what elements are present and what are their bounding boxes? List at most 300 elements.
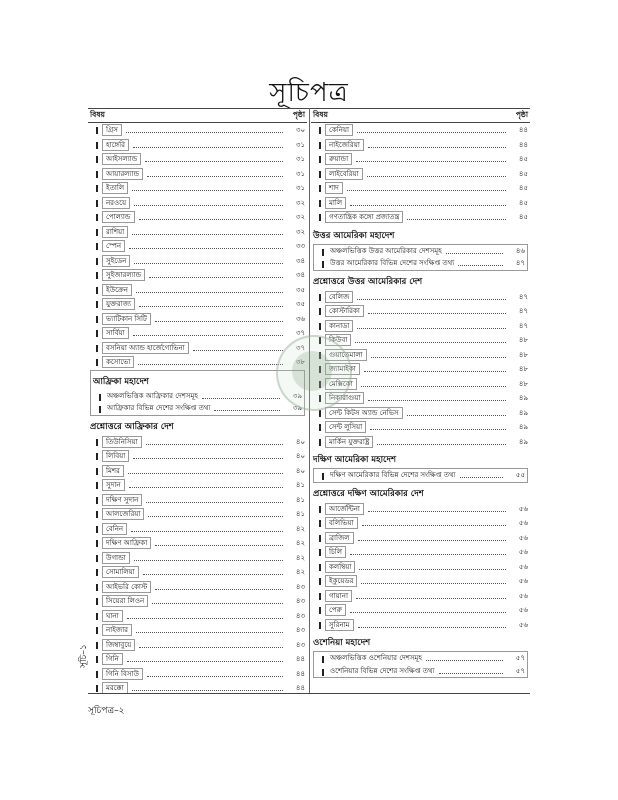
dot-leader (129, 486, 283, 488)
entry-label: মরক্কো (102, 682, 128, 694)
toc-entry (311, 181, 530, 196)
entry-page-number: ৫৭ (515, 654, 525, 663)
entry-page-number: ৩১ (295, 155, 305, 164)
toc-entry (88, 283, 307, 298)
toc-entry (91, 402, 304, 415)
toc-entry (88, 435, 307, 450)
entry-page-number: ৩১ (295, 140, 305, 149)
entry-label: স্পেন (102, 240, 125, 252)
entry-page-number: ৩৩ (295, 242, 305, 251)
toc-entry (88, 312, 307, 327)
left-column (88, 108, 307, 696)
dot-leader (155, 588, 283, 590)
left-header (88, 108, 307, 123)
entry-label: সেন্ট লুসিয়া (325, 421, 366, 433)
entry-page-number: ৫৬ (518, 562, 528, 571)
dot-leader (362, 524, 507, 526)
entry-label: সেন্ট কিটস অ্যান্ড নেভিস (325, 407, 403, 419)
toc-entry (88, 522, 307, 537)
dot-leader (139, 218, 284, 220)
entry-page-number: ৫৬ (518, 504, 528, 513)
toc-entry (88, 478, 307, 493)
toc-entry (88, 565, 307, 580)
bullet-bar-icon (319, 185, 321, 192)
bullet-bar-icon (96, 453, 98, 460)
entry-page-number: ৩৭ (295, 329, 305, 338)
entry-page-number: ৪০ (295, 466, 305, 475)
bullet-bar-icon (96, 584, 98, 591)
dot-leader (134, 262, 283, 264)
toc-entry (311, 319, 530, 334)
bullet-bar-icon (96, 685, 98, 692)
entry-page-number: ৩৫ (295, 300, 305, 309)
entry-label: পেরু (325, 604, 346, 616)
entry-page-number: ৩১ (295, 184, 305, 193)
dot-leader (357, 131, 506, 133)
entry-page-number: ৪৫ (518, 155, 528, 164)
bullet-bar-icon (319, 506, 321, 513)
entry-label: আইসল্যান্ড (102, 153, 141, 165)
entry-label: চিলি (325, 546, 346, 558)
entry-page-number: ৩৮ (295, 358, 305, 367)
dot-leader (367, 175, 506, 177)
entry-page-number: ৪৪ (295, 669, 305, 678)
bullet-bar-icon (319, 308, 321, 315)
entry-page-number: ৫৭ (515, 666, 525, 675)
entry-page-number: ৪৯ (518, 408, 528, 417)
toc-entry (88, 152, 307, 167)
entry-label: বেনিন (102, 523, 127, 535)
dot-leader (136, 291, 283, 293)
bullet-bar-icon (96, 642, 98, 649)
bullet-bar-icon (96, 526, 98, 533)
header-page: পৃষ্ঠা (515, 110, 528, 119)
entry-label: লিবিয়া (102, 450, 129, 462)
bullet-bar-icon (319, 520, 321, 527)
bullet-bar-icon (96, 345, 98, 352)
bullet-bar-icon (96, 656, 98, 663)
entry-page-number: ৪৮ (518, 336, 528, 345)
entry-page-number: ৪৪ (518, 140, 528, 149)
bullet-bar-icon (96, 598, 98, 605)
toc-entry (88, 594, 307, 609)
list (88, 123, 307, 370)
entry-page-number: ৪৫ (518, 169, 528, 178)
bullet-bar-icon (319, 578, 321, 585)
section-heading: প্রশ্নোত্তরে উত্তর আমেরিকার দেশ (313, 276, 423, 287)
toc-entry (311, 435, 530, 450)
toc-entry (88, 123, 307, 138)
dot-leader (155, 320, 283, 322)
dot-leader (350, 204, 506, 206)
entry-page-number: ৪৮ (518, 365, 528, 374)
bullet-bar-icon (319, 171, 321, 178)
dot-leader (133, 334, 283, 336)
dot-leader (446, 252, 503, 254)
dot-leader (368, 399, 506, 401)
bullet-bar-icon (96, 627, 98, 634)
entry-page-number: ৩০ (295, 126, 305, 135)
toc-entry (311, 406, 530, 421)
section-heading: আফ্রিকা মহাদেশ (93, 376, 149, 387)
list (314, 245, 527, 270)
dot-leader (148, 515, 283, 517)
entry-page-number: ৩৯ (292, 391, 302, 400)
bullet-bar-icon (96, 171, 98, 178)
dot-leader (371, 356, 506, 358)
entry-label: দক্ষিণ সুদান (102, 494, 142, 506)
bullet-bar-icon (96, 482, 98, 489)
entry-page-number: ৩৬ (295, 314, 305, 323)
toc-entry (314, 257, 527, 270)
list (314, 469, 527, 482)
dot-leader (359, 568, 506, 570)
dot-leader (147, 675, 283, 677)
entry-page-number: ৪৩ (295, 611, 305, 620)
bullet-bar-icon (319, 127, 321, 134)
bullet-bar-icon (319, 549, 321, 556)
entry-page-number: ৪৫ (518, 198, 528, 207)
entry-label: নরওয়ে (102, 197, 130, 209)
entry-label: ইকুয়েডর (325, 575, 357, 587)
entry-label: মেক্সিকো (325, 378, 357, 390)
bullet-bar-icon (319, 200, 321, 207)
entry-page-number: ৫৫ (515, 471, 525, 480)
toc-entry (88, 536, 307, 551)
dot-leader (145, 160, 283, 162)
dot-leader (377, 443, 506, 445)
entry-page-number: ৪৯ (518, 437, 528, 446)
bullet-bar-icon (96, 613, 98, 620)
bullet-bar-icon (319, 294, 321, 301)
entry-label: সিয়েরা লিওন (102, 595, 148, 607)
dot-leader (361, 385, 506, 387)
dot-leader (355, 341, 506, 343)
bullet-bar-icon (96, 272, 98, 279)
dot-leader (356, 597, 506, 599)
bullet-bar-icon (96, 671, 98, 678)
entry-page-number: ৪৩ (295, 597, 305, 606)
toc-entry (314, 652, 527, 665)
section-heading: ওশেনিয়া মহাদেশ (313, 638, 371, 648)
toc-entry (311, 531, 530, 546)
dot-leader (134, 559, 283, 561)
entry-label: গায়ানা (325, 590, 352, 602)
toc-entry (88, 623, 307, 638)
dot-leader (139, 646, 283, 648)
entry-label: নিকারাগুয়া (325, 392, 364, 404)
section-heading: প্রশ্নোত্তরে দক্ষিণ আমেরিকার দেশ (313, 488, 424, 499)
toc-entry (314, 469, 527, 482)
entry-page-number: ৪৫ (518, 213, 528, 222)
toc-entry (311, 560, 530, 575)
section-oc-box (313, 651, 528, 678)
dot-leader (350, 611, 506, 613)
dot-leader (127, 617, 283, 619)
header-subject: বিষয় (313, 110, 328, 119)
entry-page-number: ৪৭ (518, 321, 528, 330)
entry-label: দক্ষিণ আফ্রিকা (102, 537, 151, 549)
dot-leader (134, 204, 283, 206)
entry-label: বসনিয়া অ্যান্ড হার্জেগোভিনা (102, 342, 189, 354)
toc-entry (88, 196, 307, 211)
toc-entry (311, 290, 530, 305)
bullet-bar-icon (322, 669, 324, 676)
seal-center (292, 351, 332, 391)
toc-entry (88, 138, 307, 153)
bullet-bar-icon (96, 555, 98, 562)
toc-entry (311, 603, 530, 618)
bullet-bar-icon (96, 439, 98, 446)
section-heading: দক্ষিণ আমেরিকা মহাদেশ (313, 455, 396, 465)
toc-entry (88, 181, 307, 196)
entry-label: মিশর (102, 465, 124, 477)
bullet-bar-icon (319, 424, 321, 431)
entry-page-number: ৪৯ (518, 423, 528, 432)
dot-leader (132, 233, 283, 235)
entry-page-number: ৪৮ (518, 379, 528, 388)
entry-label: ভ্যাটিকান সিটি (102, 313, 151, 325)
toc-entry (88, 609, 307, 624)
entry-label: উত্তর আমেরিকার বিভিন্ন দেশের সংক্ষিপ্ত তথ্য (330, 259, 455, 268)
bullet-bar-icon (96, 511, 98, 518)
dot-leader (458, 264, 503, 266)
bullet-bar-icon (96, 142, 98, 149)
entry-page-number: ৫৬ (518, 519, 528, 528)
bottom-rule (88, 693, 530, 694)
entry-label: কানাডা (325, 320, 353, 332)
dot-leader (139, 305, 283, 307)
entry-page-number: ৪৪ (295, 655, 305, 664)
toc-entry (311, 618, 530, 633)
bullet-bar-icon (319, 593, 321, 600)
toc-entry (311, 304, 530, 319)
entry-label: সুদান (102, 479, 125, 491)
entry-label: কেনিয়া (325, 124, 353, 136)
entry-page-number: ৪০ (295, 437, 305, 446)
dot-leader (426, 659, 503, 661)
entry-label: তিউনিসিয়া (102, 436, 142, 448)
entry-label: মার্কিন যুক্তরাষ্ট্র (325, 436, 373, 448)
entry-label: শাদ (325, 182, 343, 194)
entry-page-number: ৪২ (295, 568, 305, 577)
entry-page-number: ৫৬ (518, 533, 528, 542)
bullet-bar-icon (319, 142, 321, 149)
bullet-bar-icon (322, 473, 324, 480)
toc-entry (88, 239, 307, 254)
dot-leader (155, 544, 283, 546)
toc-entry (88, 167, 307, 182)
bullet-bar-icon (96, 569, 98, 576)
entry-page-number: ৩২ (295, 227, 305, 236)
bullet-bar-icon (319, 156, 321, 163)
side-note: সূচি–১ (79, 644, 89, 668)
dot-leader (128, 472, 283, 474)
entry-label: ইতালি (102, 182, 128, 194)
toc-entry (88, 507, 307, 522)
entry-label: অঞ্চলভিত্তিক ওশেনিয়ার দেশসমূহ (330, 654, 423, 663)
entry-page-number: ৫৬ (518, 577, 528, 586)
entry-label: রুয়ান্ডা (325, 153, 352, 165)
toc-entry (311, 516, 530, 531)
entry-page-number: ৫৬ (518, 548, 528, 557)
entry-label: কসোভো (102, 356, 134, 368)
toc-entry (311, 138, 530, 153)
header-subject: বিষয় (90, 110, 105, 119)
entry-label: দক্ষিণ আমেরিকার বিভিন্ন দেশের সংক্ষিপ্ত তথ্য (330, 471, 456, 480)
bullet-bar-icon (319, 323, 321, 330)
entry-label: গ্রিস (102, 124, 122, 136)
dot-leader (347, 189, 506, 191)
entry-page-number: ৩২ (295, 198, 305, 207)
dot-leader (149, 276, 283, 278)
entry-page-number: ৪৮ (518, 350, 528, 359)
entry-label: মালি (325, 197, 346, 209)
dot-leader (368, 146, 506, 148)
toc-entry (314, 245, 527, 258)
entry-page-number: ৩৭ (295, 343, 305, 352)
bullet-bar-icon (96, 185, 98, 192)
entry-label: অঞ্চলভিত্তিক উত্তর আমেরিকার দেশসমূহ (330, 246, 442, 255)
entry-label: সুইডেন (102, 255, 130, 267)
section-na-box (313, 244, 528, 271)
dot-leader (407, 414, 506, 416)
page-footer: সূচিপত্র–২ (88, 706, 125, 716)
toc-entry (88, 449, 307, 464)
section-heading: উত্তর আমেরিকা মহাদেশ (313, 230, 395, 241)
entry-label: যুক্তরাজ্য (102, 298, 135, 310)
entry-page-number: ৪৪ (518, 126, 528, 135)
dot-leader (357, 298, 506, 300)
dot-leader (152, 602, 283, 604)
entry-label: অঞ্চলভিত্তিক আফ্রিকার দেশসমূহ (107, 391, 199, 400)
entry-label: কলম্বিয়া (325, 561, 355, 573)
bullet-bar-icon (319, 607, 321, 614)
entry-label: জিম্বাবুয়ে (102, 639, 135, 651)
right-header (311, 108, 530, 123)
toc-entry (88, 254, 307, 269)
entry-label: রাশিয়া (102, 226, 128, 238)
dot-leader (132, 189, 283, 191)
bullet-bar-icon (96, 540, 98, 547)
entry-page-number: ৪২ (295, 553, 305, 562)
toc-entry (88, 652, 307, 667)
dot-leader (129, 247, 283, 249)
entry-label: বলিভিয়া (325, 517, 358, 529)
bullet-bar-icon (96, 229, 98, 236)
entry-label: সোমালিয়া (102, 566, 139, 578)
entry-label: উগান্ডা (102, 552, 130, 564)
bullet-bar-icon (322, 656, 324, 663)
entry-label: কোস্টারিকা (325, 305, 364, 317)
bullet-bar-icon (319, 214, 321, 221)
entry-page-number: ৪৩ (295, 582, 305, 591)
entry-label: ব্রাজিল (325, 532, 354, 544)
dot-leader (136, 631, 283, 633)
entry-page-number: ৫৬ (518, 620, 528, 629)
entry-label: নাইজেরিয়া (325, 139, 364, 151)
toc-entry (311, 502, 530, 517)
entry-page-number: ৪৫ (518, 184, 528, 193)
entry-label: ওশেনিয়ার বিভিন্ন দেশের সংক্ষিপ্ত তথ্য (330, 666, 435, 675)
list (311, 502, 530, 633)
entry-label: পোল্যান্ড (102, 211, 135, 223)
list (314, 652, 527, 677)
toc-entry (88, 210, 307, 225)
dot-leader (127, 660, 283, 662)
bullet-bar-icon (96, 214, 98, 221)
bullet-bar-icon (96, 258, 98, 265)
dot-leader (133, 146, 283, 148)
entry-page-number: ৪৭ (518, 307, 528, 316)
entry-label: আর্জেন্টিনা (325, 503, 364, 515)
toc-entry (88, 667, 307, 682)
entry-label: গণতান্ত্রিক কঙ্গো প্রজাতন্ত্র (325, 211, 403, 223)
entry-label: ঘানা (102, 610, 123, 622)
dot-leader (132, 689, 283, 691)
toc-entry (311, 167, 530, 182)
toc-entry (88, 464, 307, 479)
entry-label: আলজেরিয়া (102, 508, 144, 520)
entry-label: সুইজারল্যান্ড (102, 269, 145, 281)
entry-label: কিউবা (325, 334, 351, 346)
section-sa-box (313, 468, 528, 483)
dot-leader (214, 409, 280, 411)
bullet-bar-icon (96, 287, 98, 294)
list (311, 123, 530, 225)
watermark-seal (276, 335, 352, 411)
bullet-bar-icon (96, 497, 98, 504)
bullet-bar-icon (96, 243, 98, 250)
entry-page-number: ৪৬ (515, 246, 525, 255)
list (88, 435, 307, 696)
toc-entry (311, 574, 530, 589)
toc-entry (311, 152, 530, 167)
bullet-bar-icon (96, 301, 98, 308)
toc-entry (91, 390, 304, 403)
entry-label: সার্বিয়া (102, 327, 129, 339)
dot-leader (138, 363, 283, 365)
bullet-bar-icon (322, 249, 324, 256)
toc-entry (88, 355, 307, 370)
dot-leader (193, 349, 283, 351)
dot-leader (439, 672, 503, 674)
section-heading: প্রশ্নোত্তরে আফ্রিকার দেশ (90, 421, 174, 432)
dot-leader (126, 131, 283, 133)
page-title: সূচিপত্র (269, 78, 349, 108)
bullet-bar-icon (96, 316, 98, 323)
entry-label: গিনি বিসাউ (102, 668, 143, 680)
bullet-bar-icon (96, 127, 98, 134)
entry-page-number: ৫৬ (518, 606, 528, 615)
entry-page-number: ৪১ (295, 495, 305, 504)
toc-entry (88, 580, 307, 595)
toc-entry (311, 420, 530, 435)
dot-leader (361, 582, 506, 584)
entry-label: বেলিজ (325, 291, 353, 303)
entry-label: সুরিনাম (325, 619, 354, 631)
dot-leader (368, 312, 506, 314)
toc-entry (88, 638, 307, 653)
entry-page-number: ৩৪ (295, 256, 305, 265)
entry-page-number: ৩৪ (295, 271, 305, 280)
entry-page-number: ৪২ (295, 524, 305, 533)
dot-leader (146, 501, 283, 503)
dot-leader (146, 443, 283, 445)
entry-label: আয়ারল্যান্ড (102, 168, 143, 180)
entry-page-number: ৩৫ (295, 285, 305, 294)
toc-entry (311, 196, 530, 211)
